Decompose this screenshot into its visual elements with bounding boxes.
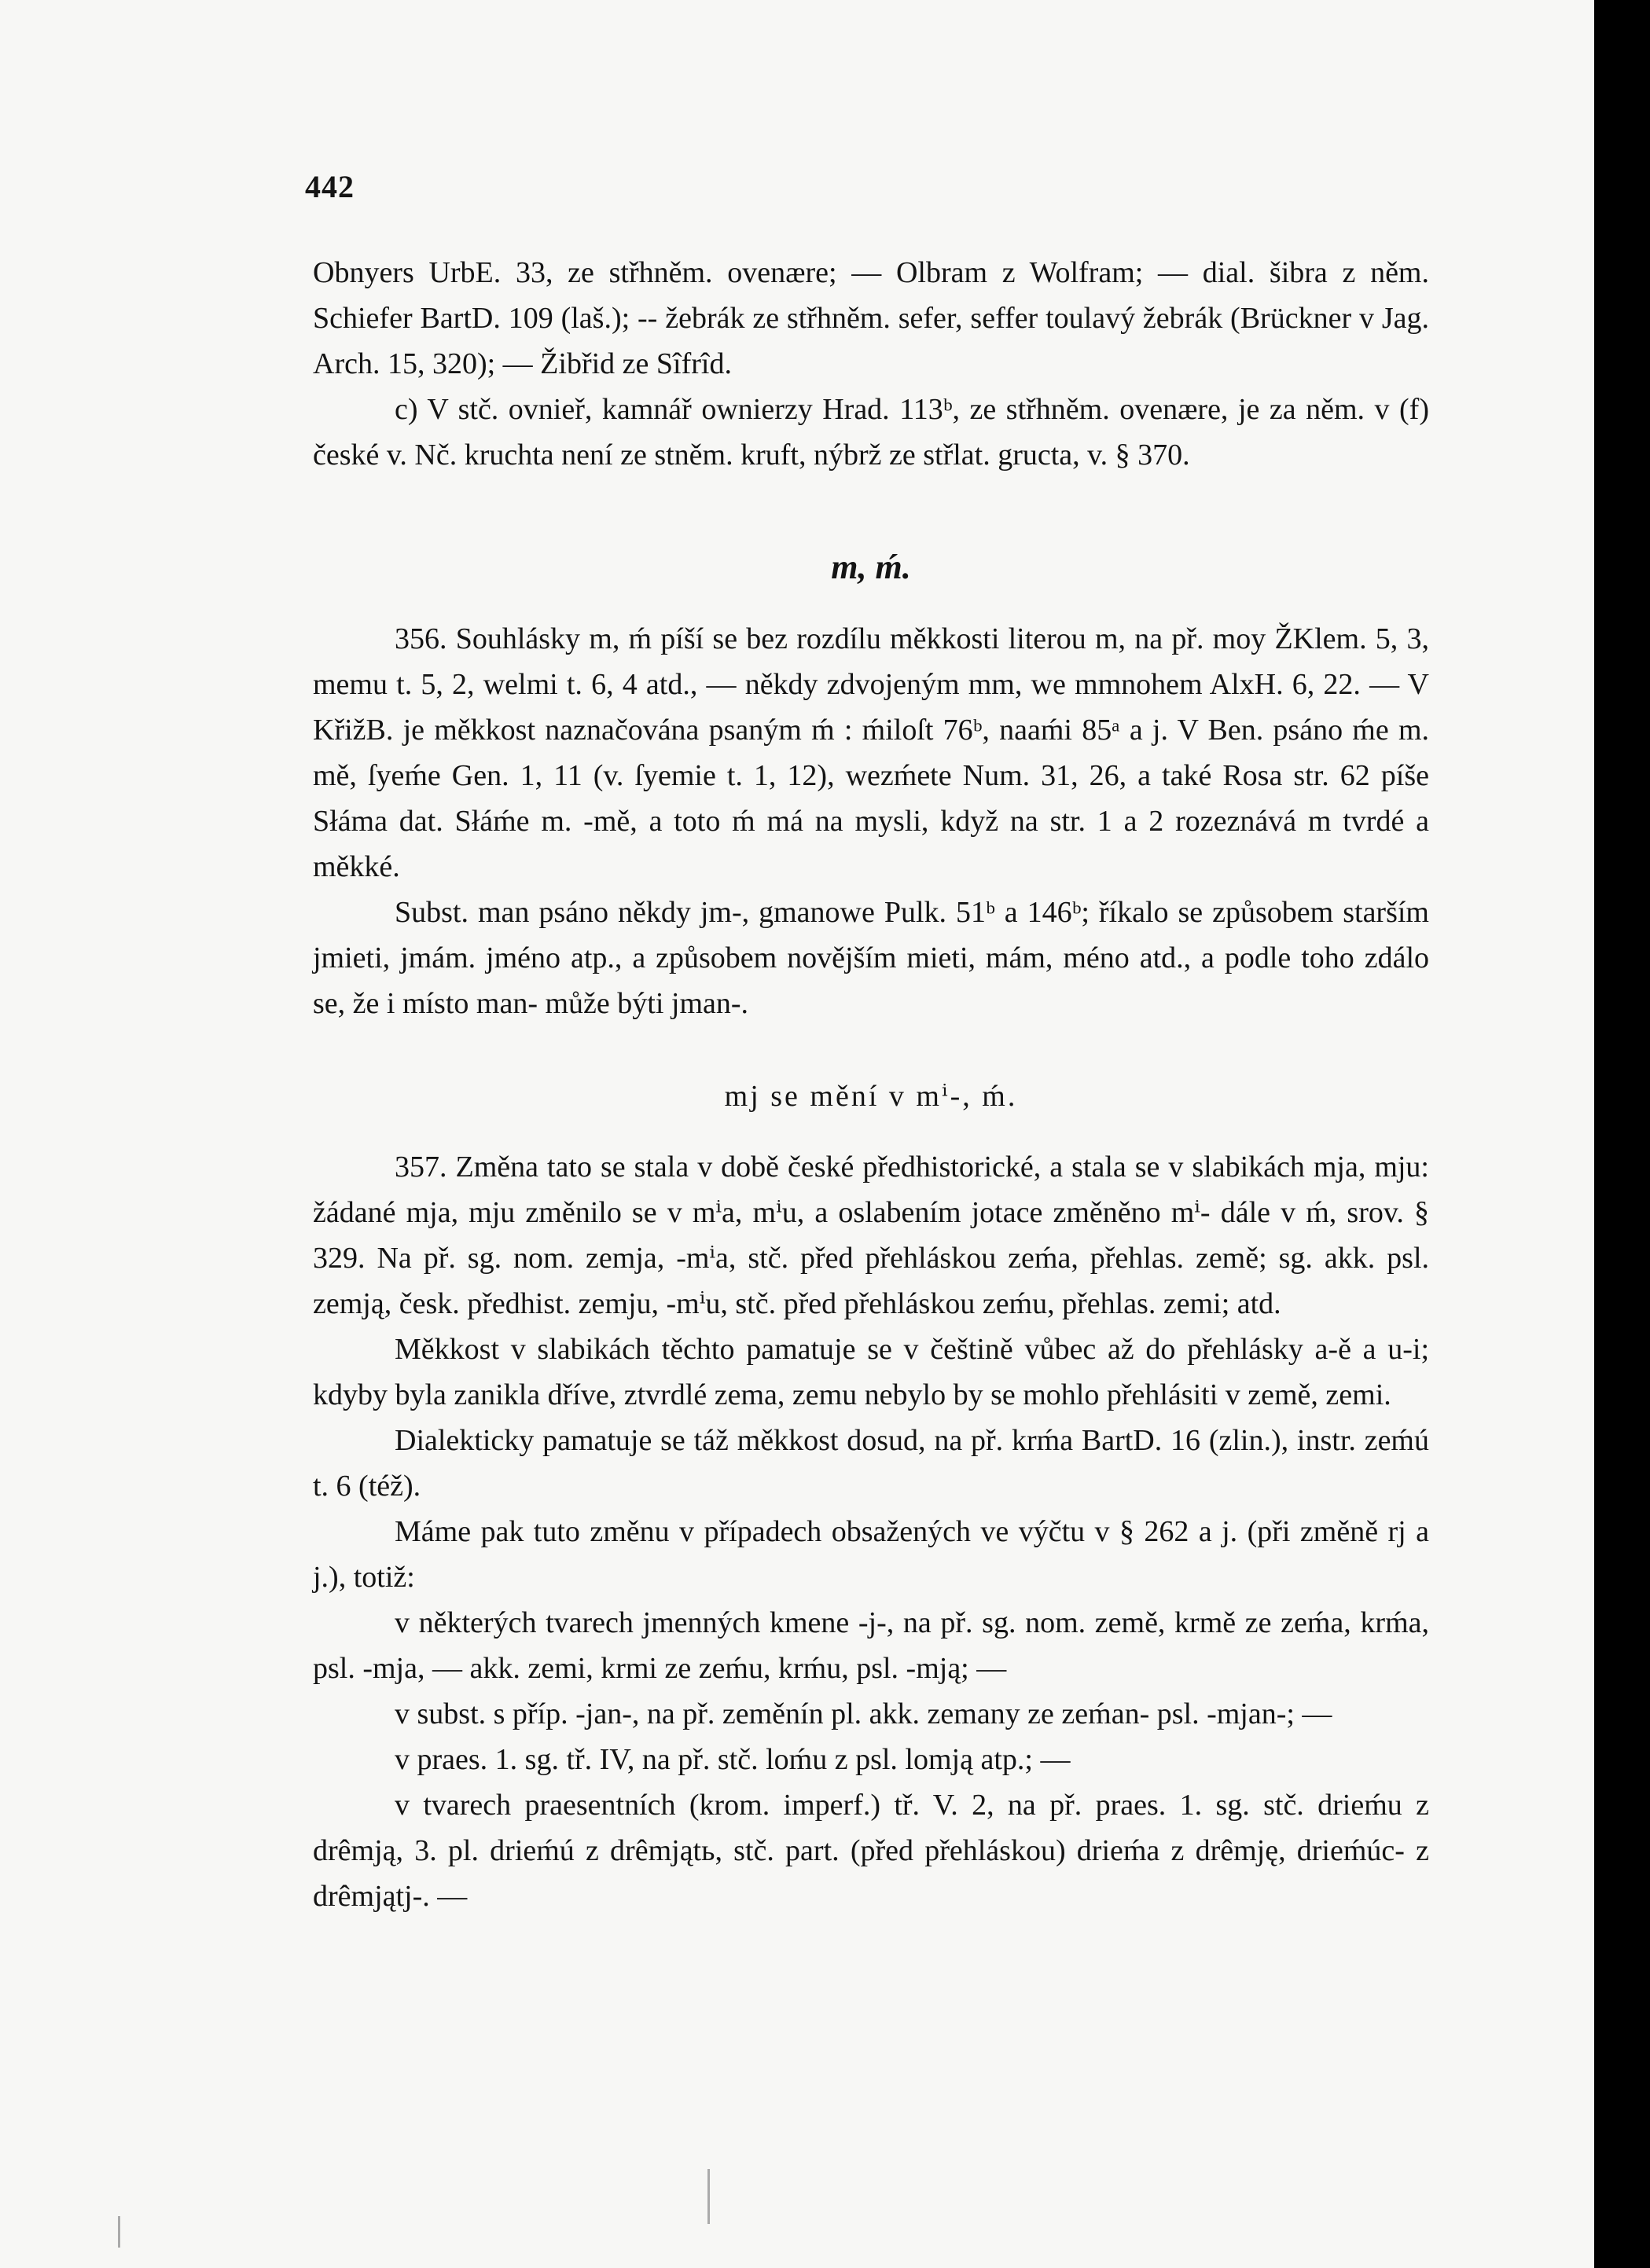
- paragraph: 357. Změna tato se stala v době české předhistorické, a stala se v slabikách mja, mju: žádané mja, mju změnilo se v mⁱa, mⁱu, a oslabením jotace změněno mⁱ- dále v ḿ, srov. § 329. Na př. sg. nom. zemja, -mⁱa, stč. před přehláskou zeḿa, přehlas. země; sg. akk. psl. zemją, česk. předhist. zemju, -mⁱu, stč. před přehláskou zeḿu, přehlas. zemi; atd.: [313, 1151, 1429, 1320]
- paragraph: Obnyers UrbE. 33, ze střhněm. ovenære; — Olbram z Wolfram; — dial. šibra z něm. Schiefer BartD. 109 (laš.); -- žebrák ze střhněm. sefer, seffer toulavý žebrák (Brückner v Jag. Arch. 15, 320); — Žibřid ze Sîfrîd.: [313, 256, 1429, 380]
- paragraph: c) V stč. ovnieř, kamnář ownierzy Hrad. 113ᵇ, ze střhněm. ovenære, je za něm. v (f) české v. Nč. kruchta není ze stněm. kruft, nýbrž ze střlat. gructa, v. § 370.: [313, 393, 1429, 472]
- section-356: [313, 616, 1429, 1026]
- section-continuation: [313, 250, 1429, 478]
- paragraph: Dialekticky pamatuje se táž měkkost dosud, na př. krḿa BartD. 16 (zlin.), instr. zeḿú t. 6 (též).: [313, 1424, 1429, 1503]
- section-heading-m: m, ḿ.: [831, 548, 911, 586]
- paragraph: v praes. 1. sg. tř. IV, na př. stč. loḿu z psl. lomją atp.; —: [395, 1743, 1071, 1776]
- section-357: [313, 1144, 1429, 1919]
- paragraph: 356. Souhlásky m, ḿ píší se bez rozdílu měkkosti literou m, na př. moy ŽKlem. 5, 3, memu t. 5, 2, welmi t. 6, 4 atd., — někdy zdvojeným mm, we mmnohem AlxH. 6, 22. — V KřižB. je měkkost naznačována psaným ḿ : ḿiloſt 76ᵇ, naaḿi 85ᵃ a j. V Ben. psáno ḿe m. mě, ſyeḿe Gen. 1, 11 (v. ſyemie t. 1, 12), wezḿete Num. 31, 26, a také Rosa str. 62 píše Słáma dat. Słáḿe m. -mě, a toto ḿ má na mysli, když na str. 1 a 2 rozeznává m tvrdé a měkké.: [313, 622, 1429, 883]
- paragraph: Měkkost v slabikách těchto pamatuje se v češtině vůbec až do přehlásky a-ě a u-i; kdyby byla zanikla dříve, ztvrdlé zema, zemu nebylo by se mohlo přehlásiti v země, zemi.: [313, 1333, 1429, 1411]
- paragraph: v některých tvarech jmenných kmene -j-, na př. sg. nom. země, krmě ze zeḿa, krḿa, psl. -mja, — akk. zemi, krmi ze zeḿu, krḿu, psl. -mją; —: [313, 1606, 1429, 1685]
- page-number: 442: [305, 169, 355, 204]
- section-heading-mj: mj se mění v mⁱ-, ḿ.: [724, 1080, 1018, 1113]
- scan-artifact: [707, 2169, 710, 2224]
- paragraph: Máme pak tuto změnu v případech obsažených ve výčtu v § 262 a j. (při změně rj a j.), totiž:: [313, 1515, 1429, 1594]
- paragraph: v tvarech praesentních (krom. imperf.) tř. V. 2, na př. praes. 1. sg. stč. drieḿu z drêmją, 3. pl. drieḿú z drêmjątь, stč. part. (před přehláskou) drieḿa z drêmję, drieḿúc- z drêmjątj-. —: [313, 1789, 1429, 1913]
- paragraph: Subst. man psáno někdy jm-, gmanowe Pulk. 51ᵇ a 146ᵇ; říkalo se způsobem starším jmieti, jmám. jméno atp., a způsobem novějším mieti, mám, méno atd., a podle toho zdálo se, že i místo man- může býti jman-.: [313, 896, 1429, 1020]
- scan-border: [1594, 0, 1650, 2268]
- paragraph: v subst. s příp. -jan-, na př. zeměnín pl. akk. zemany ze zeḿan- psl. -mjan-; —: [395, 1697, 1332, 1730]
- scan-artifact: [118, 2216, 120, 2248]
